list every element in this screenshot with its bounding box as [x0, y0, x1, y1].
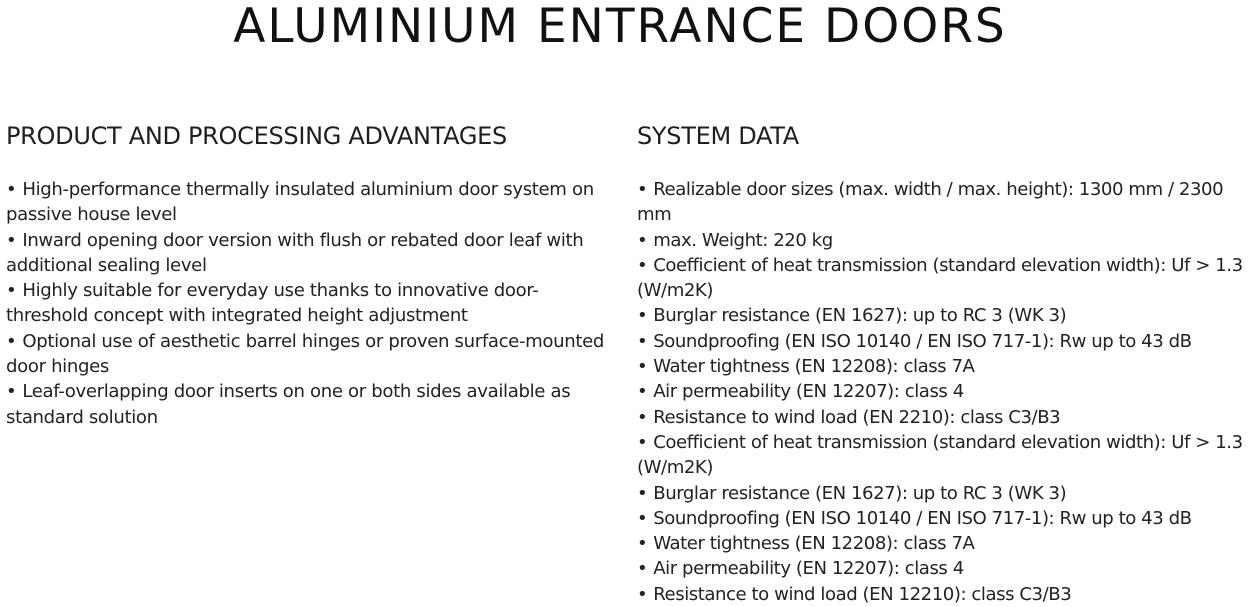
bullet-icon: • [637, 179, 648, 200]
list-item: • Inward opening door version with flush or rebated door leaf with additional sealing level [6, 229, 584, 276]
list-item: • Coefficient of heat transmission (standard elevation width): Uf > 1.3 (W/m2K) [637, 254, 1243, 302]
bullet-icon: • [6, 179, 17, 200]
advantages-section [6, 118, 606, 428]
bullet-icon: • [637, 254, 648, 276]
list-item: • Resistance to wind load (EN 2210): class C3/B3 [637, 406, 1061, 428]
bullet-icon: • [637, 431, 648, 453]
bullet-icon: • [6, 330, 17, 352]
bullet-icon: • [637, 507, 648, 529]
list-item: • Optional use of aesthetic barrel hinges or proven surface-mounted door hinges [6, 330, 605, 378]
bullet-icon: • [637, 229, 648, 251]
advantages-heading: PRODUCT AND PROCESSING ADVANTAGES [6, 122, 507, 150]
list-item: • Water tightness (EN 12208): class 7A [637, 533, 975, 555]
system-data-list [637, 177, 1258, 607]
list-item: • max. Weight: 220 kg [637, 229, 833, 251]
bullet-icon: • [637, 381, 648, 403]
bullet-icon: • [637, 583, 648, 605]
list-item: • Resistance to wind load (EN 12210): class C3/B3 [637, 583, 1072, 605]
list-item: • High-performance thermally insulated aluminium door system on passive house level [6, 179, 594, 226]
list-item: • Air permeability (EN 12207): class 4 [637, 381, 964, 403]
bullet-icon: • [637, 330, 648, 352]
bullet-icon: • [637, 482, 648, 504]
list-item: • Burglar resistance (EN 1627): up to RC 3 (WK 3) [637, 305, 1067, 327]
bullet-icon: • [637, 406, 648, 428]
bullet-icon: • [637, 558, 648, 580]
page-title: ALUMINIUM ENTRANCE DOORS [233, 0, 1007, 54]
list-item: • Soundproofing (EN ISO 10140 / EN ISO 717-1): Rw up to 43 dB [637, 507, 1192, 529]
bullet-icon: • [637, 356, 648, 378]
system-data-section [637, 118, 1258, 605]
system-data-heading: SYSTEM DATA [637, 122, 799, 150]
bullet-icon: • [637, 305, 648, 327]
bullet-icon: • [6, 280, 17, 302]
list-item: • Air permeability (EN 12207): class 4 [637, 558, 964, 580]
advantages-list [6, 177, 606, 430]
list-item: • Realizable door sizes (max. width / max. height): 1300 mm / 2300 mm [637, 179, 1224, 226]
bullet-icon: • [637, 533, 648, 555]
list-item: • Highly suitable for everyday use thanks to innovative door-threshold concept with integrated height adjustment [6, 280, 539, 327]
bullet-icon: • [6, 229, 17, 251]
list-item: • Burglar resistance (EN 1627): up to RC 3 (WK 3) [637, 482, 1067, 504]
list-item: • Water tightness (EN 12208): class 7A [637, 356, 975, 378]
list-item: • Leaf-overlapping door inserts on one or both sides available as standard solution [6, 381, 571, 428]
list-item: • Soundproofing (EN ISO 10140 / EN ISO 717-1): Rw up to 43 dB [637, 330, 1192, 352]
bullet-icon: • [6, 381, 17, 403]
list-item: • Coefficient of heat transmission (standard elevation width): Uf > 1.3 (W/m2K) [637, 431, 1243, 479]
